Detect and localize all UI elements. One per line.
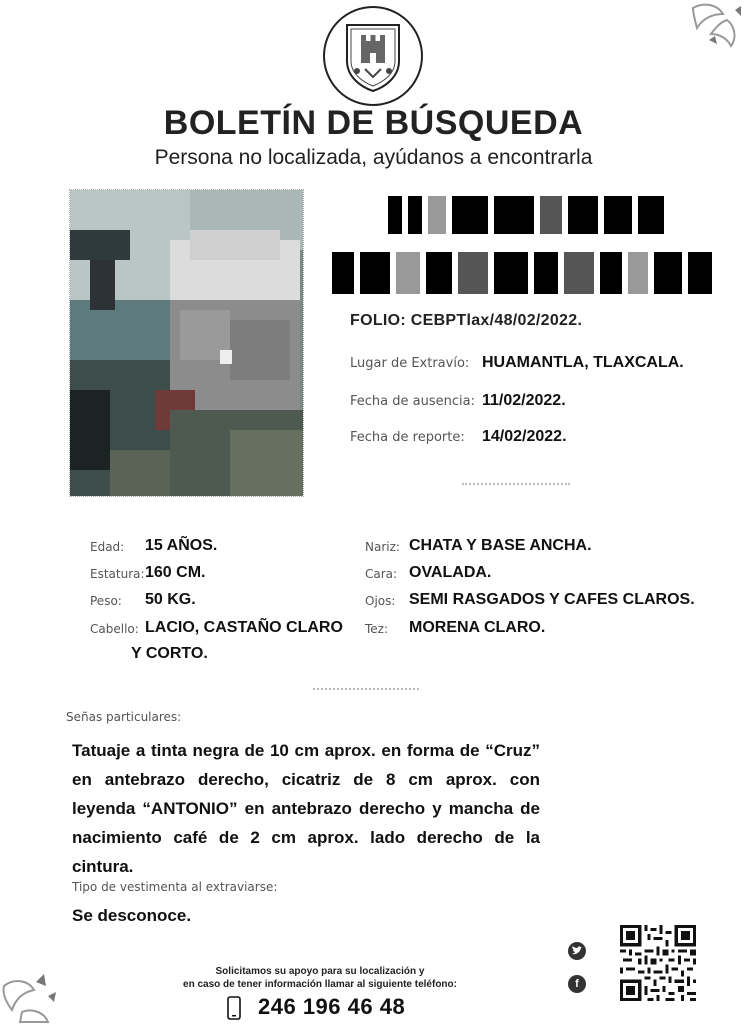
corner-ornament-top-right: [683, 0, 747, 60]
redacted-name-line-2: [332, 252, 712, 294]
hair-label: Cabello:: [90, 622, 139, 636]
age-label: Edad:: [90, 540, 125, 554]
qr-code: [620, 925, 696, 1001]
contact-text-line-1: Solicitamos su apoyo para su localización y: [215, 966, 425, 977]
marks-text: Tatuaje a tinta negra de 10 cm aprox. en forma de “Cruz” en antebrazo derecho, cicatriz de 8 cm aprox. con leyenda “ANTONIO” en antebrazo derecho y mancha de nacimiento café de 2 cm aprox. lado derecho de la cintura.: [72, 741, 540, 876]
nose-value: CHATA Y BASE ANCHA.: [409, 537, 592, 554]
face-value: OVALADA.: [409, 564, 492, 581]
bulletin-subtitle: Persona no localizada, ayúdanos a encontrarla: [154, 146, 593, 169]
face-label: Cara:: [365, 567, 398, 581]
skin-label: Tez:: [365, 622, 389, 636]
absence-date-label: Fecha de ausencia:: [350, 394, 475, 409]
twitter-icon[interactable]: [568, 942, 586, 960]
height-value: 160 CM.: [145, 564, 206, 581]
facebook-icon[interactable]: f: [568, 975, 586, 993]
bulletin-title: BOLETÍN DE BÚSQUEDA: [163, 104, 584, 142]
folio-number: FOLIO: CEBPTlax/48/02/2022.: [350, 312, 583, 329]
phone-icon: [227, 996, 241, 1020]
eyes-value: SEMI RASGADOS Y CAFES CLAROS.: [409, 591, 695, 608]
absence-date-value: 11/02/2022.: [482, 392, 566, 409]
state-seal: [323, 6, 423, 106]
report-date-value: 14/02/2022.: [482, 428, 567, 445]
clothing-text: Se desconoce.: [72, 906, 192, 925]
divider: [462, 483, 570, 485]
weight-value: 50 KG.: [145, 591, 196, 608]
missing-person-photo: [69, 189, 304, 497]
location-label: Lugar de Extravío:: [350, 356, 470, 371]
contact-text-line-2: en caso de tener información llamar al siguiente teléfono:: [183, 979, 457, 990]
hair-value-cont: Y CORTO.: [131, 645, 208, 662]
divider: [313, 688, 419, 690]
eyes-label: Ojos:: [365, 594, 396, 608]
redacted-name-line-1: [388, 196, 664, 234]
marks-label: Señas particulares:: [66, 710, 182, 724]
clothing-label: Tipo de vestimenta al extraviarse:: [72, 880, 278, 894]
age-value: 15 AÑOS.: [145, 537, 218, 554]
contact-phone[interactable]: 246 196 46 48: [258, 994, 406, 1019]
height-label: Estatura:: [90, 567, 145, 581]
weight-label: Peso:: [90, 594, 122, 608]
location-value: HUAMANTLA, TLAXCALA.: [482, 354, 684, 371]
report-date-label: Fecha de reporte:: [350, 430, 465, 445]
skin-value: MORENA CLARO.: [409, 619, 546, 636]
hair-value: LACIO, CASTAÑO CLARO: [145, 619, 343, 636]
nose-label: Nariz:: [365, 540, 400, 554]
corner-ornament-bottom-left: [0, 956, 64, 1024]
